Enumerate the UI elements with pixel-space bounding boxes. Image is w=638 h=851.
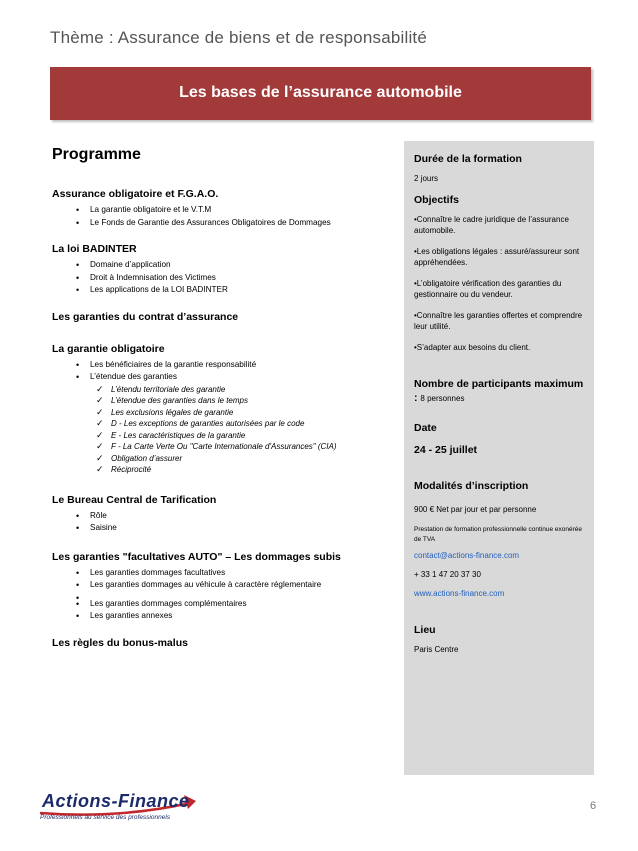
email-link[interactable]: contact@actions-finance.com [414, 550, 520, 560]
check-item: ✓ D - Les exceptions de garanties autorisées par le code [96, 418, 305, 428]
objectif-item: •Les obligations légales : assuré/assureur sont appréhendées. [414, 246, 580, 267]
section-fgao [52, 188, 392, 229]
banner-title: Les bases de l’assurance automobile [179, 84, 462, 101]
section-bct [52, 494, 392, 535]
list-item: • Le Fonds de Garantie des Assurances Obligatoires de Dommages [76, 217, 392, 230]
logo-name: Actions-Finance [42, 791, 190, 811]
section-badinter [52, 243, 392, 297]
checkmark-icon: ✓ [96, 406, 104, 417]
list-item: • Les applications de la LOI BADINTER [76, 284, 392, 297]
theme-heading: Thème : Assurance de biens et de responsabilité [50, 28, 428, 47]
checkmark-icon: ✓ [96, 418, 104, 428]
programme-title: Programme [52, 146, 141, 163]
check-item: ✓ L’étendu territoriale des garantie [96, 383, 226, 394]
tva-note: Prestation de formation professionnelle continue exonérée de TVA [414, 525, 583, 543]
objectif-item: •Connaître le cadre juridique de l’assurance automobile. [414, 214, 569, 235]
participants [414, 377, 586, 406]
list-item: • Les garanties dommages au véhicule à caractère réglementaire [76, 579, 392, 592]
lieu-value: Paris Centre [414, 645, 459, 654]
check-item: ✓ Réciprocité [96, 464, 152, 474]
list-item: • Domaine d’application [76, 259, 392, 272]
participants-value: 8 personnes [420, 394, 465, 403]
checkmark-icon: ✓ [96, 452, 104, 463]
check-item: ✓ Obligation d’assurer [96, 452, 183, 463]
list-item: • Saisine [76, 522, 392, 535]
section-title: La garantie obligatoire [52, 342, 165, 355]
section-title: Les garanties du contrat d’assurance [52, 310, 239, 323]
checkmark-icon: ✓ [96, 429, 104, 440]
objectif-item: •Connaître les garanties offertes et comprendre leur utilité. [414, 310, 583, 331]
objectif-item: •S’adapter aux besoins du client. [414, 342, 531, 352]
title-banner [50, 67, 591, 120]
list-item: • Rôle [76, 510, 392, 523]
checkmark-icon: ✓ [96, 383, 104, 394]
logo-tagline: Professionnels au service des professionnels [40, 814, 171, 821]
lieu-title: Lieu [414, 624, 436, 636]
actions-finance-logo [38, 789, 208, 827]
check-item: ✓ F - La Carte Verte Ou "Carte Internationale d'Assurances" (CIA) [96, 441, 337, 451]
section-garantie-obligatoire [52, 343, 392, 476]
list-item: • Les garanties annexes [76, 610, 392, 623]
objectif-item: •L’obligatoire vérification des garanties du gestionnaire ou du vendeur. [414, 278, 562, 299]
list-item: • L’étendue des garanties [76, 371, 392, 384]
list-item: • Les garanties dommages facultatives [76, 567, 392, 580]
check-item: ✓ L’étendue des garanties dans le temps [96, 395, 248, 405]
website-link[interactable]: www.actions-finance.com [414, 589, 505, 598]
price: 900 € Net par jour et par personne [414, 505, 537, 514]
checkmark-icon: ✓ [96, 441, 104, 451]
section-title: La loi BADINTER [52, 243, 137, 255]
objectifs-title: Objectifs [414, 193, 459, 206]
duree-title: Durée de la formation [414, 153, 522, 165]
section-garanties-contrat [52, 311, 392, 323]
participants-title: Nombre de participants maximum : [414, 378, 584, 404]
list-item: • La garantie obligatoire et le V.T.M [76, 204, 392, 217]
check-item: ✓ Les exclusions légales de garantie [96, 406, 234, 417]
section-title: Assurance obligatoire et F.G.A.O. [52, 188, 219, 200]
checkmark-icon: ✓ [96, 395, 104, 405]
programme-column [52, 146, 392, 663]
section-title: Les garanties "facultatives AUTO" – Les dommages subis [52, 550, 341, 563]
page-number: 6 [590, 800, 597, 812]
info-sidebar [404, 141, 594, 775]
section-bonus-malus [52, 637, 392, 649]
checkmark-icon: ✓ [96, 464, 104, 474]
phone: + 33 1 47 20 37 30 [414, 569, 481, 579]
date-value: 24 - 25 juillet [414, 444, 478, 456]
check-item: ✓ E - Les caractéristiques de la garantie [96, 429, 246, 440]
section-facultatives [52, 551, 392, 623]
date-title: Date [414, 422, 437, 434]
section-title: Le Bureau Central de Tarification [52, 493, 217, 506]
modalites-title: Modalités d’inscription [414, 480, 529, 492]
duree-value: 2 jours [414, 174, 439, 183]
list-item: • Les garanties dommages complémentaires [76, 598, 392, 611]
section-title: Les règles du bonus-malus [52, 636, 188, 649]
list-item: • Droit à Indemnisation des Victimes [76, 272, 392, 285]
list-item: • Les bénéficiaires de la garantie responsabilité [76, 359, 392, 372]
